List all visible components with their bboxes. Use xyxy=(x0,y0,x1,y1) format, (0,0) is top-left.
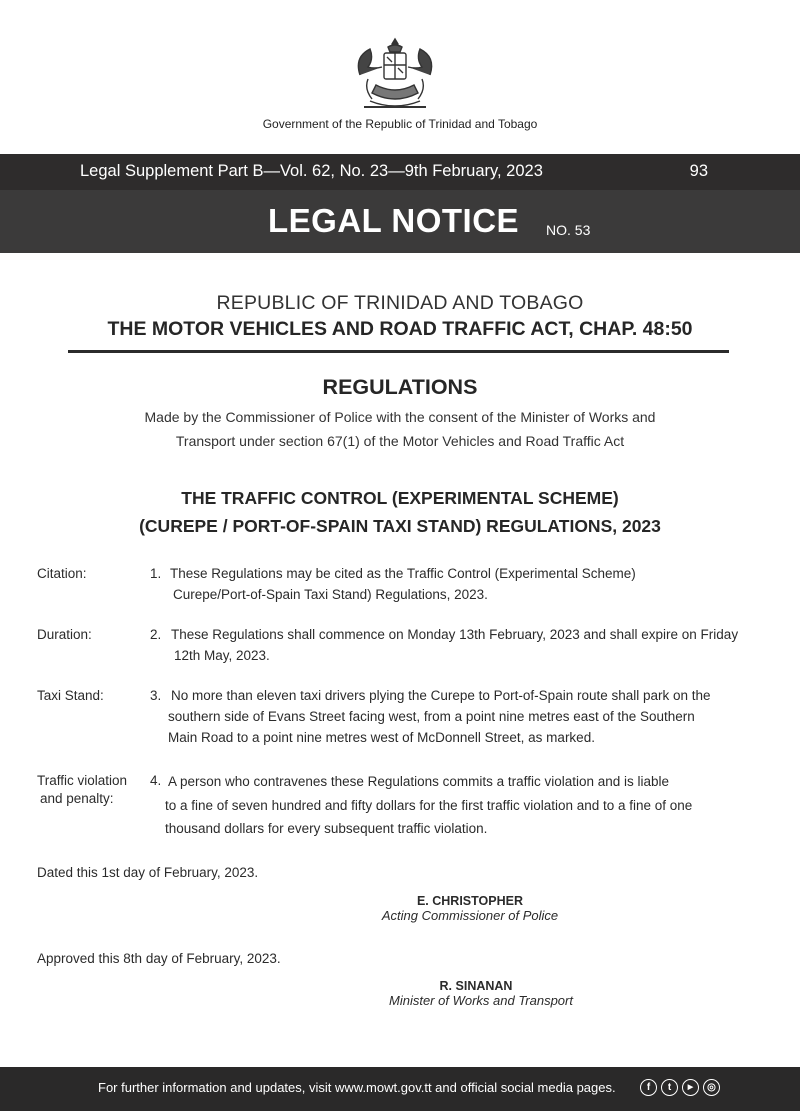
youtube-icon[interactable]: ▶ xyxy=(682,1079,699,1096)
regulations-title-line: (CUREPE / PORT-OF-SPAIN TAXI STAND) REGULATIONS, 2023 xyxy=(139,516,661,536)
section-number: 2. xyxy=(150,627,162,642)
section-label: Taxi Stand: xyxy=(37,688,104,703)
regulations-heading: REGULATIONS xyxy=(322,375,478,399)
made-by-statement xyxy=(100,405,700,453)
approved-line: Approved this 8th day of February, 2023. xyxy=(37,951,281,966)
section-label-line: Traffic violation xyxy=(37,773,128,788)
signer-name: E. CHRISTOPHER xyxy=(416,894,524,908)
made-by-line: Transport under section 67(1) of the Motor Vehicles and Road Traffic Act xyxy=(175,433,625,449)
section-text xyxy=(171,624,771,666)
section-line: No more than eleven taxi drivers plying the Curepe to Port-of-Spain route shall park on the xyxy=(171,688,711,703)
heading-rule xyxy=(68,350,729,353)
section-line: 12th May, 2023. xyxy=(174,648,270,663)
section-line: to a fine of seven hundred and fifty dollars for the first traffic violation and to a fine of one xyxy=(165,797,693,813)
regulations-title xyxy=(0,484,800,540)
section-number: 3. xyxy=(150,688,162,703)
twitter-icon[interactable]: t xyxy=(661,1079,678,1096)
regulations-title-line: THE TRAFFIC CONTROL (EXPERIMENTAL SCHEME) xyxy=(181,488,619,508)
section-line: thousand dollars for every subsequent traffic violation. xyxy=(165,821,488,836)
made-by-line: Made by the Commissioner of Police with the consent of the Minister of Works and xyxy=(144,409,656,425)
approver-name: R. SINANAN xyxy=(439,979,513,993)
section-label-line: and penalty: xyxy=(40,791,114,806)
footer-text: For further information and updates, visit www.mowt.gov.tt and official social media pages. xyxy=(98,1080,616,1095)
section-text xyxy=(165,770,768,841)
republic-heading: REPUBLIC OF TRINIDAD AND TOBAGO xyxy=(216,292,584,314)
section-label: Duration: xyxy=(37,627,92,642)
section-text xyxy=(170,563,770,605)
section-line: Curepe/Port-of-Spain Taxi Stand) Regulations, 2023. xyxy=(173,587,488,602)
section-line: Main Road to a point nine metres west of McDonnell Street, as marked. xyxy=(168,730,595,745)
dated-line: Dated this 1st day of February, 2023. xyxy=(37,865,259,880)
coat-of-arms-icon xyxy=(350,35,440,113)
act-heading: THE MOTOR VEHICLES AND ROAD TRAFFIC ACT, CHAP. 48:50 xyxy=(107,318,693,340)
approver-title: Minister of Works and Transport xyxy=(389,993,573,1008)
section-label xyxy=(37,770,147,806)
section-line: A person who contravenes these Regulations commits a traffic violation and is liable xyxy=(168,774,670,789)
page-number: 93 xyxy=(689,162,708,180)
section-line: These Regulations may be cited as the Traffic Control (Experimental Scheme) xyxy=(170,566,636,581)
facebook-icon[interactable]: f xyxy=(640,1079,657,1096)
supplement-text: Legal Supplement Part B—Vol. 62, No. 23—9th February, 2023 xyxy=(80,162,543,180)
section-line: southern side of Evans Street facing west, from a point nine metres east of the Southern xyxy=(168,709,695,724)
signer-title: Acting Commissioner of Police xyxy=(381,908,559,923)
section-line: These Regulations shall commence on Monday 13th February, 2023 and shall expire on Friday xyxy=(171,627,739,642)
social-icons xyxy=(640,1079,720,1096)
legal-notice-number: NO. 53 xyxy=(546,222,591,238)
section-text xyxy=(168,685,771,748)
legal-notice-title: LEGAL NOTICE xyxy=(268,202,520,239)
section-label: Citation: xyxy=(37,566,87,581)
section-number: 4. xyxy=(150,773,162,788)
footer-bar xyxy=(0,1067,800,1111)
legal-notice-banner xyxy=(0,190,800,253)
supplement-bar xyxy=(0,154,800,190)
government-name: Government of the Republic of Trinidad and Tobago xyxy=(262,117,538,131)
section-number: 1. xyxy=(150,566,162,581)
instagram-icon[interactable]: ◎ xyxy=(703,1079,720,1096)
